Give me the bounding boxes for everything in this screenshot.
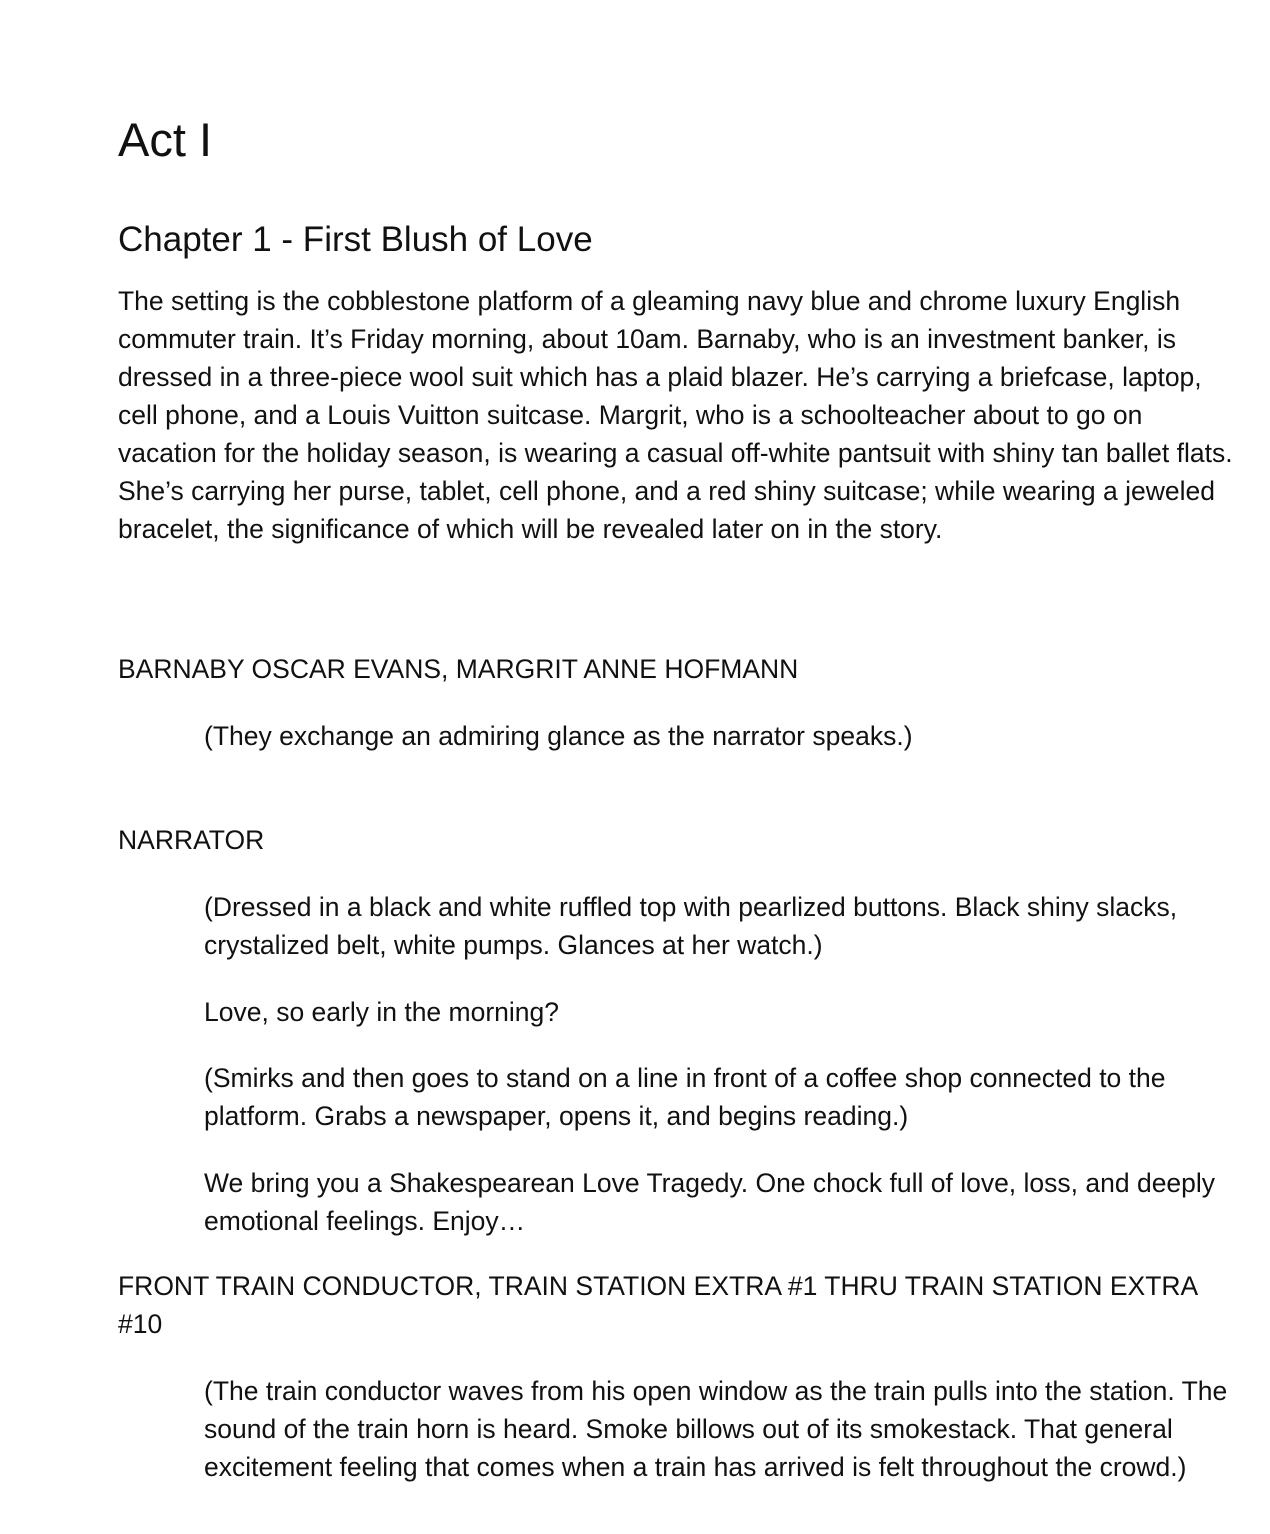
act-title: Act I	[118, 113, 213, 166]
chapter-title: Chapter 1 - First Blush of Love	[118, 220, 593, 259]
speaker-heading: NARRATOR	[118, 825, 265, 855]
setting-paragraph: The setting is the cobblestone platform of a gleaming navy blue and chrome luxury English commuter train. It’s Friday morning, about 10am. Barnaby, who is an investment banker, is dressed in a three-piece wool suit which has a plaid blazer. He’s carrying a briefcase, laptop, cell phone, and a Louis Vuitton suitcase. Margrit, who is a schoolteacher about to go on vacation for the holiday season, is wearing a casual off-white pantsuit with shiny tan ballet flats. She’s carrying her purse, tablet, cell phone, and a red shiny suitcase; while wearing a jeweled bracelet, the significance of which will be revealed later on in the story.	[118, 286, 1233, 544]
stage-direction: (Dressed in a black and white ruffled top with pearlized buttons. Black shiny slacks, crystalized belt, white pumps. Glances at her watch.)	[204, 892, 1178, 960]
stage-direction: (They exchange an admiring glance as the narrator speaks.)	[204, 721, 913, 751]
stage-direction: (Smirks and then goes to stand on a line in front of a coffee shop connected to the platform. Grabs a newspaper, opens it, and begins reading.)	[204, 1063, 1166, 1131]
dialogue-line: We bring you a Shakespearean Love Tragedy. One chock full of love, loss, and deeply emotional feelings. Enjoy…	[204, 1168, 1216, 1236]
speaker-heading: FRONT TRAIN CONDUCTOR, TRAIN STATION EXTRA #1 THRU TRAIN STATION EXTRA #10	[118, 1271, 1197, 1339]
speaker-heading: BARNABY OSCAR EVANS, MARGRIT ANNE HOFMANN	[118, 654, 799, 684]
stage-direction: (The train conductor waves from his open window as the train pulls into the station. The sound of the train horn is heard. Smoke billows out of its smokestack. That general excitement feeling that comes when a train has arrived is felt throughout the crowd.)	[204, 1376, 1228, 1482]
dialogue-line: Love, so early in the morning?	[204, 997, 560, 1027]
